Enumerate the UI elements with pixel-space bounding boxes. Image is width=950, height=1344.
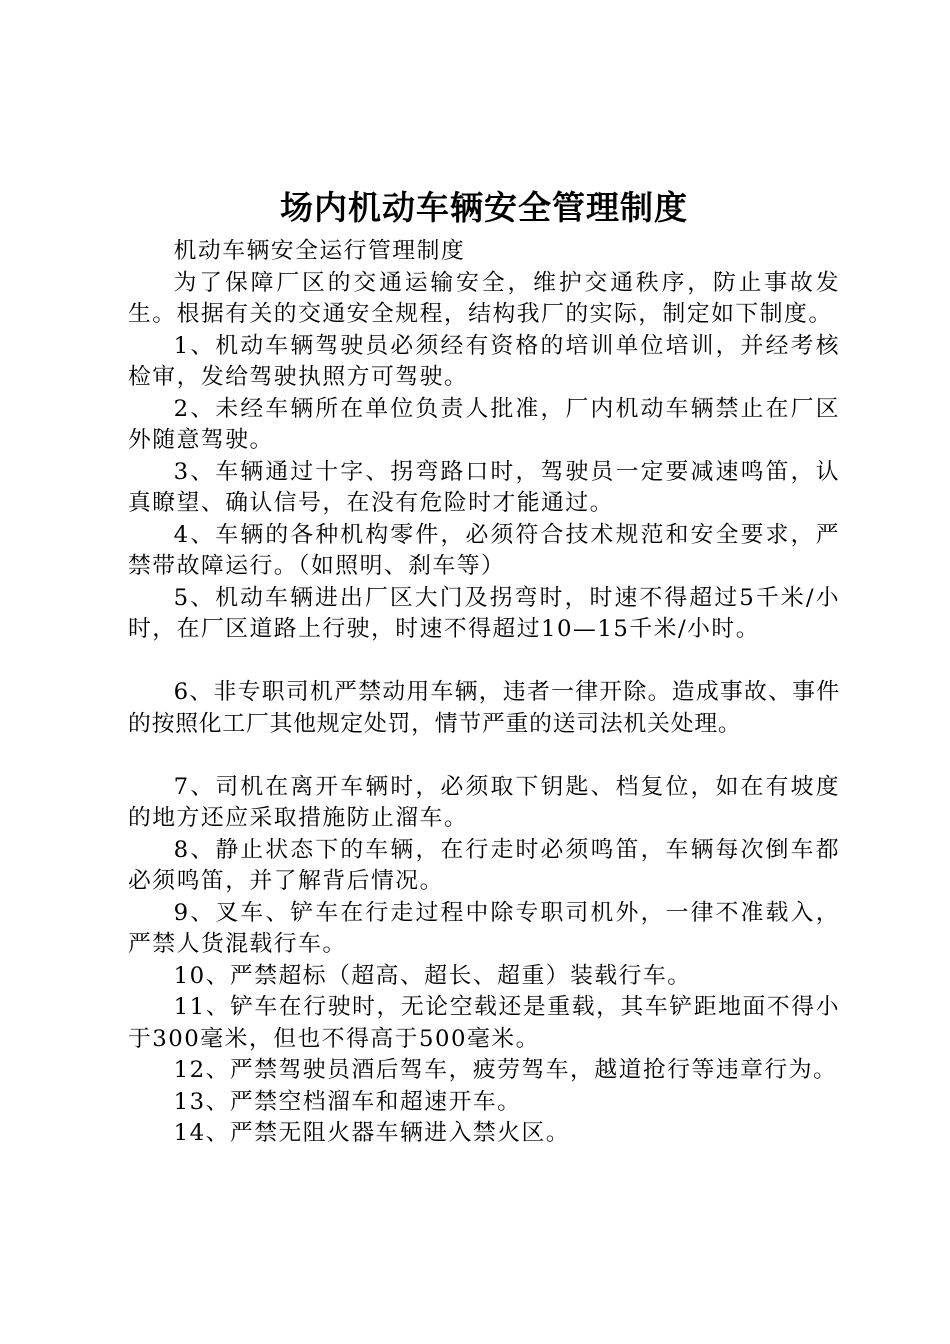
rule-13: 13、严禁空档溜车和超速开车。 (173, 1088, 522, 1115)
rule-8: 8、静止状态下的车辆，在行走时必须鸣笛，车辆每次倒车都必须鸣笛，并了解背后情况。 (128, 836, 840, 894)
rule-12: 12、严禁驾驶员酒后驾车，疲劳驾车，越道抢行等违章行为。 (173, 1057, 838, 1083)
rule-11: 11、铲车在行驶时，无论空载还是重载，其车铲距地面不得小于300毫米，但也不得高于500毫米。 (128, 994, 840, 1052)
rule-10: 10、严禁超标（超高、超长、超重）装载行车。 (173, 962, 692, 989)
blank-line (128, 740, 840, 772)
rule-6: 6、非专职司机严禁动用车辆，违者一律开除。造成事故、事件的按照化工厂其他规定处罚，情节严重的送司法机关处理。 (128, 679, 840, 737)
rule-3: 3、车辆通过十字、拐弯路口时，驾驶员一定要减速鸣笛，认真瞭望、确认信号，在没有危险时才能通过。 (128, 458, 840, 516)
rule-7: 7、司机在离开车辆时，必须取下钥匙、档复位，如在有坡度的地方还应采取措施防止溜车。 (128, 773, 840, 831)
rule-9: 9、叉车、铲车在行走过程中除专职司机外，一律不准载入，严禁人货混载行车。 (128, 899, 840, 957)
rule-4: 4、车辆的各种机构零件，必须符合技术规范和安全要求，严禁带故障运行。（如照明、刹车等） (128, 521, 840, 579)
document-title: 场内机动车辆安全管理制度 (280, 188, 688, 227)
rule-14: 14、严禁无阻火器车辆进入禁火区。 (173, 1120, 571, 1146)
blank-line (128, 646, 840, 678)
rule-2: 2、未经车辆所在单位负责人批准，厂内机动车辆禁止在厂区外随意驾驶。 (128, 395, 840, 453)
intro-paragraph: 为了保障厂区的交通运输安全，维护交通秩序，防止事故发生。根据有关的交通安全规程，结构我厂的实际，制定如下制度。 (128, 269, 840, 327)
document-subtitle: 机动车辆安全运行管理制度 (173, 238, 466, 264)
document-page (128, 186, 840, 1150)
rule-1: 1、机动车辆驾驶员必须经有资格的培训单位培训，并经考核检审，发给驾驶执照方可驾驶。 (128, 332, 840, 390)
rule-5: 5、机动车辆进出厂区大门及拐弯时，时速不得超过5千米/小时，在厂区道路上行驶，时速不得超过10—15千米/小时。 (128, 584, 840, 642)
